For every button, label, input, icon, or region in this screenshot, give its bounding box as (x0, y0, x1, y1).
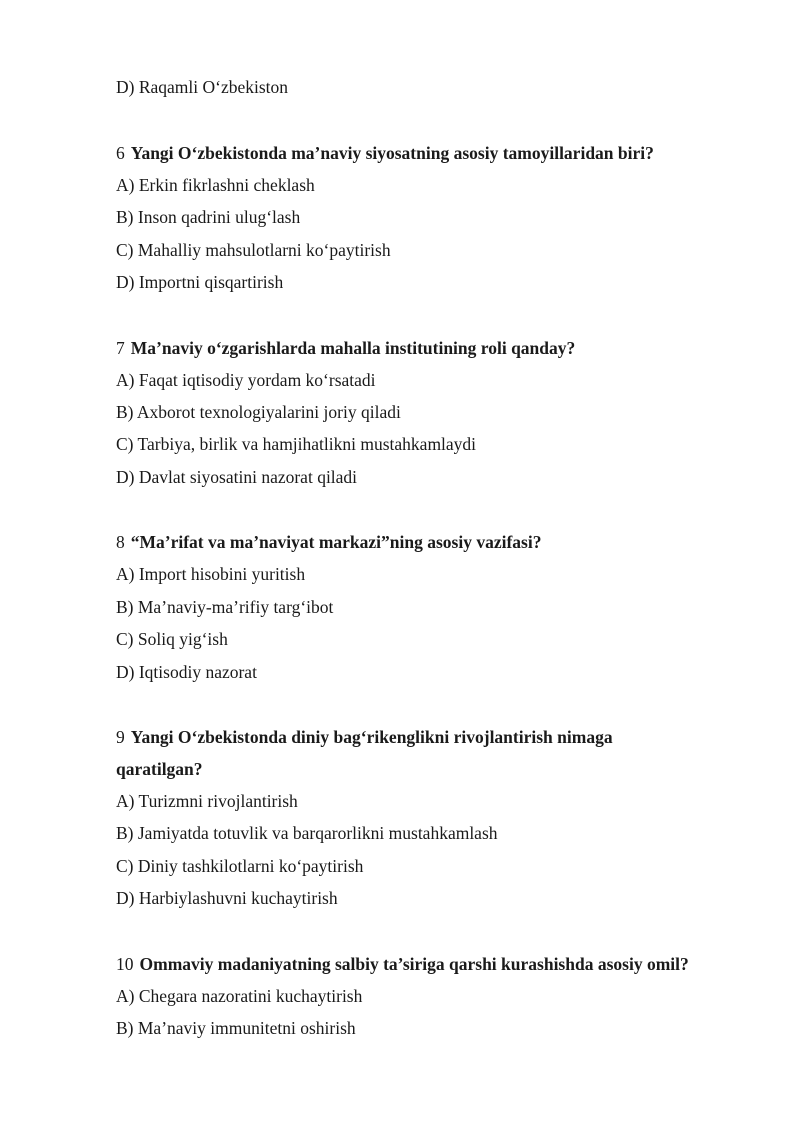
question-heading (116, 530, 541, 554)
answer-option: B) Inson qadrini ulug‘lash (116, 207, 301, 227)
question-text: Ommaviy madaniyatning salbiy ta’siriga qarshi kurashishda asosiy omil? (139, 954, 689, 974)
answer-option: D) Harbiylashuvni kuchaytirish (116, 888, 338, 908)
question-text: Ma’naviy o‘zgarishlarda mahalla institutining roli qanday? (130, 338, 576, 358)
answer-option: B) Jamiyatda totuvlik va barqarorlikni mustahkamlash (116, 823, 498, 843)
question-number: 6 (116, 143, 125, 163)
answer-option: D) Iqtisodiy nazorat (116, 662, 257, 682)
question-text-continuation: qaratilgan? (116, 759, 203, 779)
question-heading (116, 725, 613, 749)
answer-option: D) Raqamli O‘zbekiston (116, 77, 289, 97)
question-heading (116, 141, 654, 165)
question-number: 9 (116, 727, 125, 747)
answer-option: A) Chegara nazoratini kuchaytirish (116, 986, 363, 1006)
question-number: 10 (116, 954, 134, 974)
question-number: 7 (116, 338, 125, 358)
question-heading (116, 952, 689, 976)
question-text: Yangi O‘zbekistonda diniy bag‘rikenglikni rivojlantirish nimaga (130, 727, 613, 747)
question-text: “Ma’rifat va ma’naviyat markazi”ning asosiy vazifasi? (130, 532, 542, 552)
answer-option: D) Davlat siyosatini nazorat qiladi (116, 467, 358, 487)
answer-option: D) Importni qisqartirish (116, 272, 284, 292)
question-text: Yangi O‘zbekistonda ma’naviy siyosatning asosiy tamoyillaridan biri? (130, 143, 654, 163)
answer-option: B) Ma’naviy immunitetni oshirish (116, 1018, 356, 1038)
answer-option: C) Tarbiya, birlik va hamjihatlikni mustahkamlaydi (116, 434, 477, 454)
answer-option: A) Erkin fikrlashni cheklash (116, 175, 315, 195)
answer-option: A) Turizmni rivojlantirish (116, 791, 298, 811)
answer-option: C) Diniy tashkilotlarni ko‘paytirish (116, 856, 364, 876)
answer-option: B) Axborot texnologiyalarini joriy qiladi (116, 402, 401, 422)
question-number: 8 (116, 532, 125, 552)
answer-option: C) Mahalliy mahsulotlarni ko‘paytirish (116, 240, 391, 260)
answer-option: C) Soliq yig‘ish (116, 629, 228, 649)
question-heading (116, 336, 575, 360)
answer-option: A) Faqat iqtisodiy yordam ko‘rsatadi (116, 370, 376, 390)
answer-option: A) Import hisobini yuritish (116, 564, 306, 584)
answer-option: B) Ma’naviy-ma’rifiy targ‘ibot (116, 597, 334, 617)
